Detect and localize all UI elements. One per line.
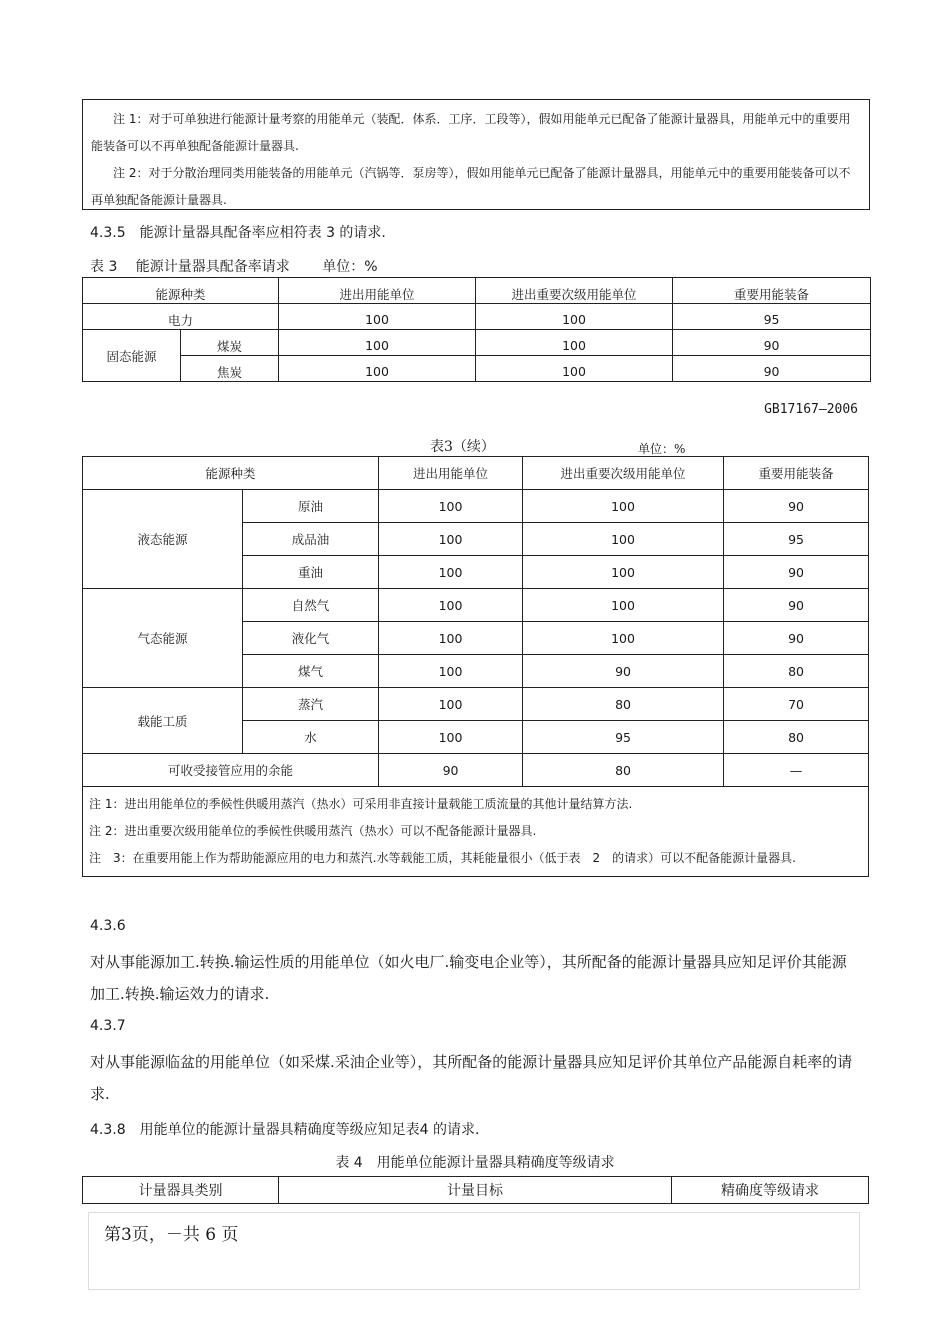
- table-row: [83, 304, 871, 330]
- top-notes-box: [82, 99, 870, 210]
- table-cell: 可收受接管应用的余能: [83, 754, 379, 787]
- table-cell: 100: [379, 523, 523, 556]
- table4-header-cell: 计量目标: [279, 1177, 672, 1204]
- table-row: [83, 356, 871, 382]
- standard-code: GB17167—2006: [764, 402, 858, 417]
- table-cell: 80: [523, 754, 724, 787]
- table3c-header-cell: 进出重要次级用能单位: [523, 457, 724, 490]
- table-3: [82, 277, 871, 382]
- table-cell: 90: [724, 556, 869, 589]
- table3c-notes-row: [83, 787, 869, 877]
- table-cell: 煤炭: [181, 330, 279, 356]
- table-cell: 100: [379, 622, 523, 655]
- table3-header-cell: 重要用能装备: [673, 278, 871, 304]
- table3-header-cell: 能源种类: [83, 278, 279, 304]
- top-note-2: 注 2：对于分散治理同类用能装备的用能单元（汽锅等．泵房等），假如用能单元已配备了能源计量器具，用能单元中的重要用能装备可以不再单独配备能源计量器具.: [91, 166, 851, 207]
- clause-4-3-7-number: 4.3.7: [90, 1018, 126, 1034]
- table-cell: 90: [379, 754, 523, 787]
- table-cell: 95: [724, 523, 869, 556]
- table-cell: 95: [673, 304, 871, 330]
- table-cell: 80: [724, 655, 869, 688]
- clause-4-3-8: 4.3.8 用能单位的能源计量器具精确度等级应知足表4 的请求.: [90, 1122, 480, 1138]
- table-cell: 95: [523, 721, 724, 754]
- table3-header-row: [83, 278, 871, 304]
- table-group-cell: 液态能源: [83, 490, 243, 589]
- clause-4-3-6-text: 对从事能源加工.转换.输运性质的用能单位（如火电厂.输变电企业等），其所配备的能源计量器具应知足评价其能源加工.转换.输运效力的请求.: [90, 953, 847, 1003]
- table-row: [83, 754, 869, 787]
- table3c-header-row: [83, 457, 869, 490]
- table-cell: 90: [523, 655, 724, 688]
- table3c-note-3: 注 3：在重要用能上作为帮助能源应用的电力和蒸汽.水等载能工质，其耗能量很小（低于表 2 的请求）可以不配备能源计量器具.: [89, 851, 796, 865]
- table3c-header-cell: 重要用能装备: [724, 457, 869, 490]
- table-cell: 100: [379, 490, 523, 523]
- table-cell: 100: [379, 556, 523, 589]
- table3c-note-1: 注 1：进出用能单位的季候性供暖用蒸汽（热水）可采用非直接计量载能工质流量的其他计量结算方法.: [89, 797, 633, 811]
- table-cell: 90: [673, 356, 871, 382]
- clause-4-3-7-text: 对从事能源临盆的用能单位（如采煤.采油企业等），其所配备的能源计量器具应知足评价其单位产品能源自耗率的请求.: [90, 1053, 853, 1103]
- table-cell: 100: [476, 356, 673, 382]
- table4-header-cell: 计量器具类别: [83, 1177, 279, 1204]
- table-cell: 90: [673, 330, 871, 356]
- table-group-cell: 气态能源: [83, 589, 243, 688]
- table-cell: 100: [279, 356, 476, 382]
- table3c-note-2: 注 2：进出重要次级用能单位的季候性供暖用蒸汽（热水）可以不配备能源计量器具.: [89, 824, 537, 838]
- table4-header-cell: 精确度等级请求: [672, 1177, 869, 1204]
- clause-4-3-5: 4.3.5 能源计量器具配备率应相符表 3 的请求.: [90, 225, 386, 241]
- table-cell: 100: [523, 589, 724, 622]
- table3-caption: 表 3 能源计量器具配备率请求 单位：%: [90, 259, 378, 275]
- table-cell: 100: [379, 655, 523, 688]
- table-cell: —: [724, 754, 869, 787]
- page-number: 第3页，－共 6 页: [104, 1225, 239, 1245]
- table3c-caption: 表3（续）: [430, 439, 495, 455]
- table-cell: 100: [476, 304, 673, 330]
- table-4: [82, 1176, 869, 1204]
- table-cell: 90: [724, 622, 869, 655]
- table-group-cell: 载能工质: [83, 688, 243, 754]
- table-cell: 重油: [243, 556, 379, 589]
- table-cell: 电力: [83, 304, 279, 330]
- table-cell: 100: [379, 688, 523, 721]
- clause-4-3-6-number: 4.3.6: [90, 918, 126, 934]
- table-group-cell: 固态能源: [83, 330, 181, 382]
- table4-caption: 表 4 用能单位能源计量器具精确度等级请求: [335, 1155, 615, 1171]
- table-cell: 煤气: [243, 655, 379, 688]
- table-cell: 水: [243, 721, 379, 754]
- table-cell: 80: [724, 721, 869, 754]
- table-cell: 70: [724, 688, 869, 721]
- table-cell: 焦炭: [181, 356, 279, 382]
- table3c-header-cell: 能源种类: [83, 457, 379, 490]
- table4-header-row: [83, 1177, 869, 1204]
- table3c-notes: [83, 787, 869, 877]
- table-row: [83, 490, 869, 523]
- table-cell: 100: [279, 304, 476, 330]
- table3-header-cell: 进出重要次级用能单位: [476, 278, 673, 304]
- table3-header-cell: 进出用能单位: [279, 278, 476, 304]
- table-cell: 100: [523, 490, 724, 523]
- table-cell: 90: [724, 589, 869, 622]
- table-cell: 100: [379, 721, 523, 754]
- table-cell: 成品油: [243, 523, 379, 556]
- table-cell: 蒸汽: [243, 688, 379, 721]
- table-cell: 100: [279, 330, 476, 356]
- table3c-unit: 单位：%: [638, 442, 686, 456]
- table-cell: 90: [724, 490, 869, 523]
- table-cell: 100: [523, 556, 724, 589]
- table-cell: 100: [379, 589, 523, 622]
- table-3-continued: [82, 456, 869, 877]
- table-cell: 液化气: [243, 622, 379, 655]
- table-row: [83, 688, 869, 721]
- table-cell: 原油: [243, 490, 379, 523]
- table-cell: 100: [476, 330, 673, 356]
- table3c-header-cell: 进出用能单位: [379, 457, 523, 490]
- table-cell: 100: [523, 523, 724, 556]
- table-cell: 自然气: [243, 589, 379, 622]
- table-cell: 80: [523, 688, 724, 721]
- table-cell: 100: [523, 622, 724, 655]
- top-note-1: 注 1：对于可单独进行能源计量考察的用能单元（装配．体系．工序．工段等），假如用能单元已配备了能源计量器具，用能单元中的重要用能装备可以不再单独配备能源计量器具.: [91, 112, 851, 153]
- table-row: [83, 330, 871, 356]
- table-row: [83, 589, 869, 622]
